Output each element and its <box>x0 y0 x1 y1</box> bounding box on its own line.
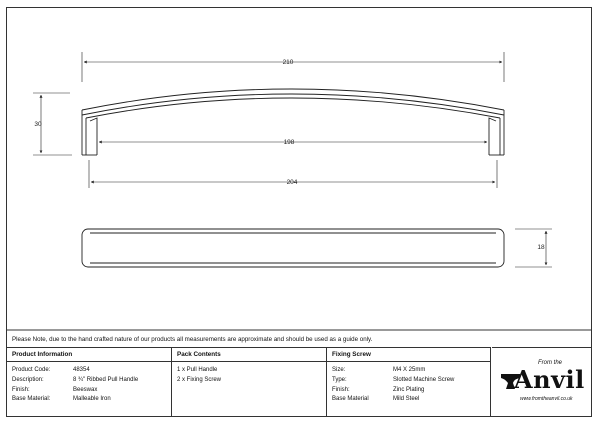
row-key: Type: <box>332 376 347 383</box>
product-information-heading: Product Information <box>7 348 171 362</box>
pack-contents-heading: Pack Contents <box>172 348 326 362</box>
row-key: Finish: <box>332 386 350 393</box>
disclaimer-note: Please Note, due to the hand crafted nature of our products all measurements are approximate and should be used as a guide only. <box>12 336 373 343</box>
logo-wordmark: Anvil <box>514 365 585 394</box>
dimension-label-204: 204 <box>286 179 298 186</box>
finish-row <box>7 386 171 396</box>
pack-item: 2 x Fixing Screw <box>177 376 222 383</box>
row-value: M4 X 25mm <box>393 367 426 373</box>
screw-material-row <box>327 395 490 405</box>
product-code-row <box>7 366 171 376</box>
row-key: Description: <box>12 376 44 383</box>
info-table <box>7 347 491 417</box>
handle-top-view <box>82 229 504 267</box>
row-value: 48354 <box>73 367 90 373</box>
base-material-row <box>7 395 171 405</box>
row-key: Product Code: <box>12 367 51 373</box>
fixing-screw-heading: Fixing Screw <box>327 348 490 362</box>
product-information-column <box>7 348 172 417</box>
brand-logo <box>492 347 592 417</box>
screw-finish-row <box>327 386 490 396</box>
row-value: Slotted Machine Screw <box>393 376 455 383</box>
logo-from-text: From the <box>538 360 563 366</box>
description-row <box>7 376 171 386</box>
row-value: Malleable Iron <box>73 396 111 403</box>
anvil-icon <box>500 370 522 392</box>
row-key: Size: <box>332 367 346 373</box>
row-value: 8 ¾" Ribbed Pull Handle <box>73 376 139 383</box>
row-key: Base Material <box>332 396 369 403</box>
logo-url: www.fromtheanvil.co.uk <box>520 396 573 402</box>
row-value: Zinc Plating <box>393 386 425 393</box>
pack-item: 1 x Pull Handle <box>177 367 218 373</box>
screw-type-row <box>327 376 490 386</box>
row-key: Finish: <box>12 386 30 393</box>
dimension-depth <box>515 229 552 267</box>
dimension-overall-length <box>82 52 504 82</box>
pack-contents-column <box>172 348 327 417</box>
row-value: Mild Steel <box>393 396 420 403</box>
row-value: Beeswax <box>73 386 98 393</box>
dimension-label-210: 210 <box>282 59 294 66</box>
row-key: Base Material: <box>12 396 51 403</box>
dimension-label-30: 30 <box>34 121 42 128</box>
fixing-screw-column <box>327 348 491 417</box>
screw-size-row <box>327 366 490 376</box>
dimension-label-198: 198 <box>283 139 295 146</box>
dimension-label-18: 18 <box>537 244 545 251</box>
